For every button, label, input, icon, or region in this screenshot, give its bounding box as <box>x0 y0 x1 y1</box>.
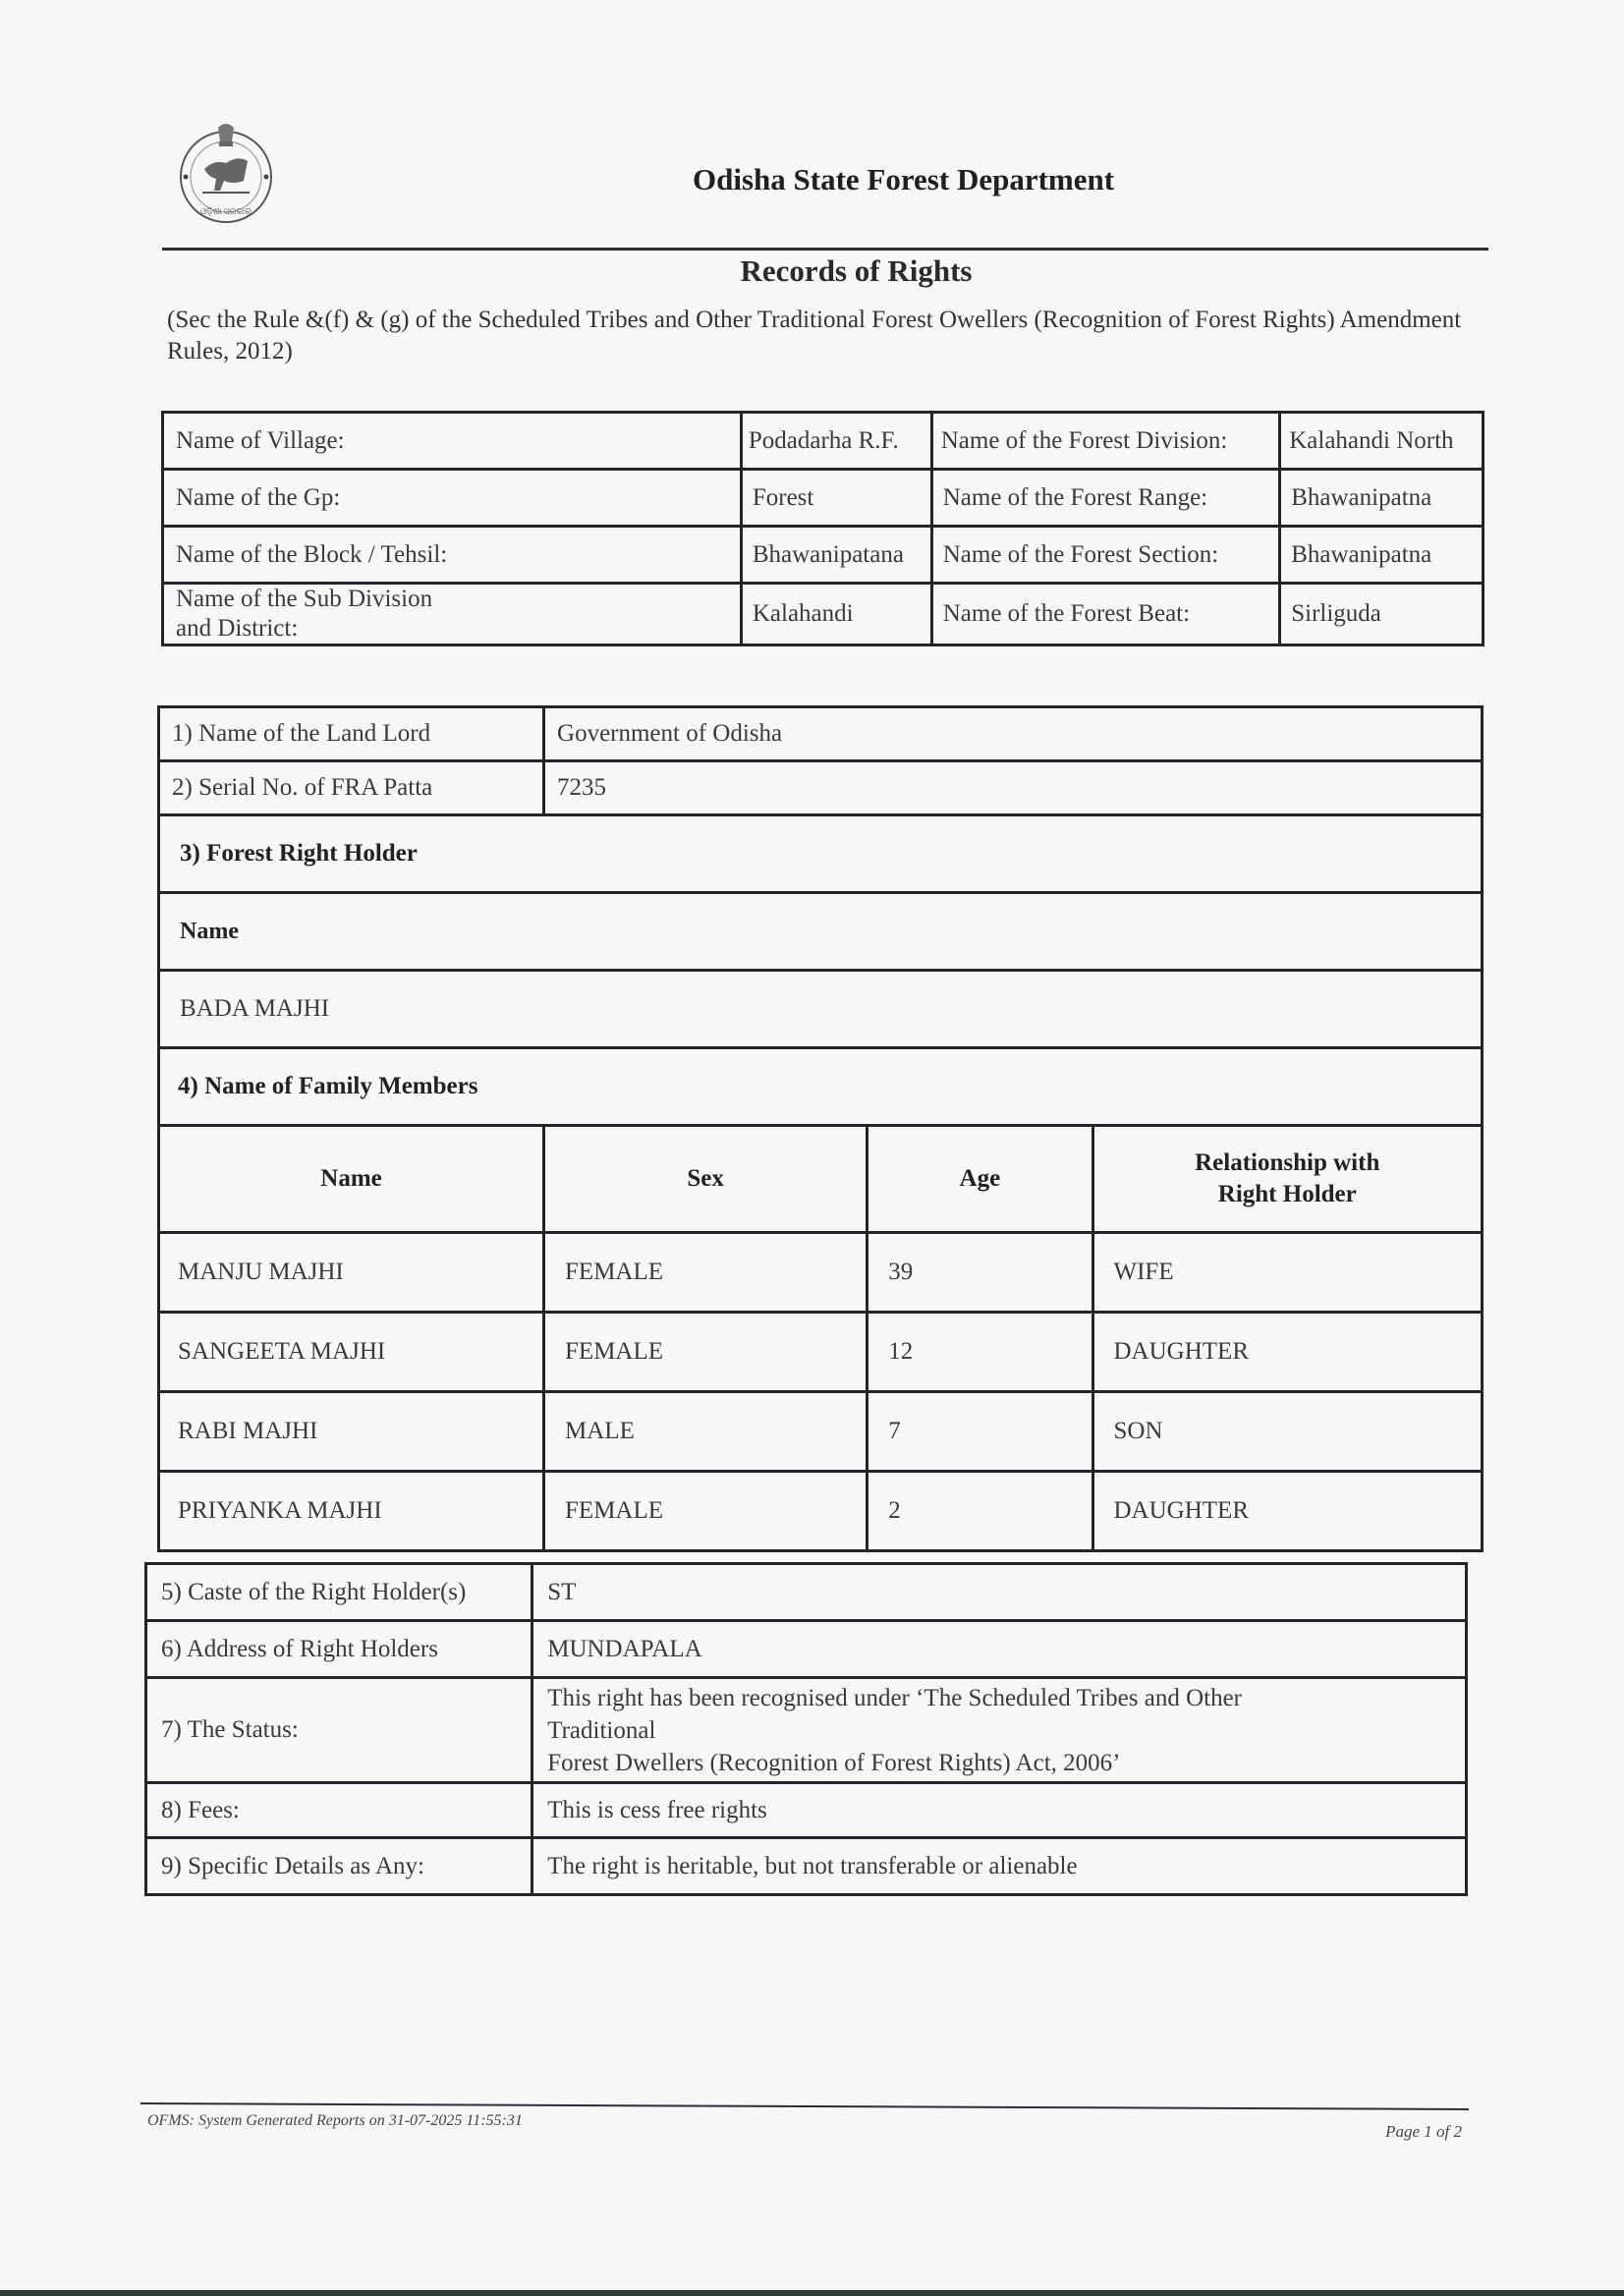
table-row <box>159 761 1483 815</box>
family-member-row <box>159 1233 1483 1313</box>
table-row <box>163 584 1484 645</box>
column-header-relationship: Relationship with Right Holder <box>1092 1126 1483 1233</box>
member-sex: FEMALE <box>544 1313 868 1392</box>
column-header-name: Name <box>159 1126 544 1233</box>
table-row <box>146 1783 1467 1838</box>
family-heading: 4) Name of Family Members <box>159 1048 1483 1126</box>
member-relationship: SON <box>1092 1392 1483 1472</box>
family-member-row <box>159 1392 1483 1472</box>
member-age: 39 <box>868 1233 1092 1313</box>
member-name: RABI MAJHI <box>159 1392 544 1472</box>
forest-range-value: Bhawanipatna <box>1280 470 1484 527</box>
member-age: 12 <box>868 1313 1092 1392</box>
name-heading: Name <box>159 893 1483 971</box>
generated-timestamp: OFMS: System Generated Reports on 31-07-2025 11:55:31 <box>147 2112 523 2129</box>
document-subtitle: (Sec the Rule &(f) & (g) of the Scheduled Tribes and Other Traditional Forest Owellers (Recognition of Forest Rights) Amendment Rules, 2012) <box>167 307 1462 364</box>
member-relationship: WIFE <box>1092 1233 1483 1313</box>
table-row <box>146 1678 1467 1783</box>
land-lord-value: Government of Odisha <box>544 707 1483 761</box>
status-line-3: Forest Dwellers (Recognition of Forest Rights) Act, 2006’ <box>547 1749 1121 1776</box>
status-line-1: This right has been recognised under ‘The Scheduled Tribes and Other <box>547 1684 1242 1711</box>
forest-section-value: Bhawanipatna <box>1280 527 1484 584</box>
table-row <box>146 1564 1467 1621</box>
forest-section-label: Name of the Forest Section: <box>931 527 1280 584</box>
forest-range-label: Name of the Forest Range: <box>931 470 1280 527</box>
village-value: Podadarha R.F. <box>741 413 931 470</box>
member-relationship: DAUGHTER <box>1092 1313 1483 1392</box>
address-value: MUNDAPALA <box>532 1621 1467 1678</box>
status-label: 7) The Status: <box>146 1678 532 1783</box>
member-sex: FEMALE <box>544 1472 868 1551</box>
land-lord-label: 1) Name of the Land Lord <box>159 707 544 761</box>
right-holder-name: BADA MAJHI <box>159 971 1483 1048</box>
member-relationship: DAUGHTER <box>1092 1472 1483 1551</box>
member-age: 2 <box>868 1472 1092 1551</box>
block-label: Name of the Block / Tehsil: <box>163 527 742 584</box>
member-name: SANGEETA MAJHI <box>159 1313 544 1392</box>
table-row <box>159 893 1483 971</box>
caste-label: 5) Caste of the Right Holder(s) <box>146 1564 532 1621</box>
member-sex: MALE <box>544 1392 868 1472</box>
family-member-row <box>159 1313 1483 1392</box>
column-header-sex: Sex <box>544 1126 868 1233</box>
scan-edge <box>0 2290 1624 2296</box>
member-age: 7 <box>868 1392 1092 1472</box>
address-label: 6) Address of Right Holders <box>146 1621 532 1678</box>
forest-division-label: Name of the Forest Division: <box>931 413 1280 470</box>
specific-details-label: 9) Specific Details as Any: <box>146 1838 532 1895</box>
forest-beat-label: Name of the Forest Beat: <box>931 584 1280 645</box>
family-member-row <box>159 1472 1483 1551</box>
fees-value: This is cess free rights <box>532 1783 1467 1838</box>
status-value <box>532 1678 1467 1783</box>
header-divider <box>162 248 1488 251</box>
gp-value: Forest <box>741 470 931 527</box>
gp-label: Name of the Gp: <box>163 470 742 527</box>
village-label: Name of Village: <box>163 413 742 470</box>
details-table <box>144 1562 1468 1896</box>
member-name: MANJU MAJHI <box>159 1233 544 1313</box>
member-name: PRIYANKA MAJHI <box>159 1472 544 1551</box>
table-row <box>163 413 1484 470</box>
specific-details-value: The right is heritable, but not transferable or alienable <box>532 1838 1467 1895</box>
footer-divider <box>140 2102 1469 2110</box>
table-row <box>159 815 1483 893</box>
status-line-2: Traditional <box>547 1716 656 1744</box>
odisha-emblem-icon <box>175 120 277 228</box>
forest-beat-value: Sirliguda <box>1280 584 1484 645</box>
serial-label: 2) Serial No. of FRA Patta <box>159 761 544 815</box>
location-table <box>161 411 1484 646</box>
right-holder-heading: 3) Forest Right Holder <box>159 815 1483 893</box>
family-header-row <box>159 1126 1483 1233</box>
document-title: Records of Rights <box>740 253 973 288</box>
column-header-age: Age <box>868 1126 1092 1233</box>
subdivision-label: Name of the Sub Division and District: <box>163 584 742 645</box>
table-row <box>163 470 1484 527</box>
block-value: Bhawanipatana <box>741 527 931 584</box>
table-row <box>159 707 1483 761</box>
department-title: Odisha State Forest Department <box>693 162 1115 196</box>
table-row <box>163 527 1484 584</box>
svg-text:ଓଡ଼ିଶା ସରକାର: ଓଡ଼ିଶା ସରକାର <box>199 206 252 216</box>
fees-label: 8) Fees: <box>146 1783 532 1838</box>
table-row <box>159 971 1483 1048</box>
member-sex: FEMALE <box>544 1233 868 1313</box>
serial-value: 7235 <box>544 761 1483 815</box>
caste-value: ST <box>532 1564 1467 1621</box>
record-table <box>157 705 1484 1552</box>
subdivision-value: Kalahandi <box>741 584 931 645</box>
table-row <box>159 1048 1483 1126</box>
forest-division-value: Kalahandi North <box>1280 413 1484 470</box>
table-row <box>146 1621 1467 1678</box>
table-row <box>146 1838 1467 1895</box>
page-number: Page 1 of 2 <box>1385 2122 1462 2141</box>
